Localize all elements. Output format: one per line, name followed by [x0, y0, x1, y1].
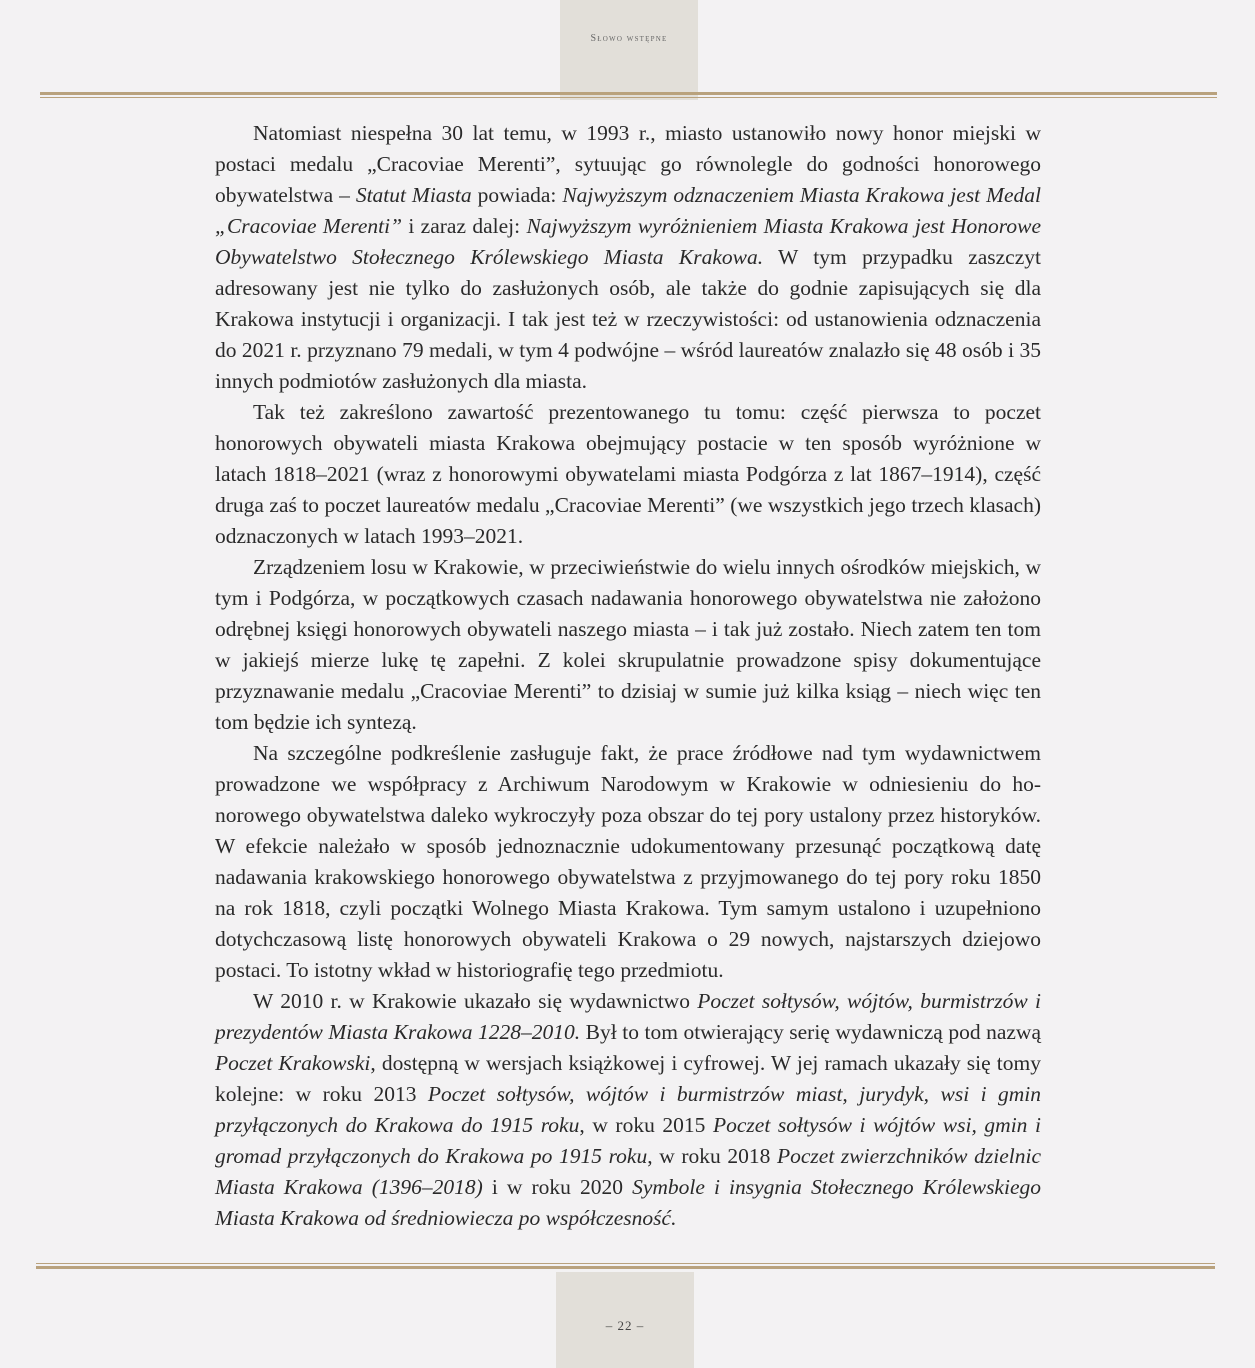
header-band — [560, 0, 698, 100]
text-run: Był to tom otwierający serię wydawniczą pod nazwą — [580, 1020, 1041, 1044]
italic-run: Poczet sołtysów, wójtów i burmistrzów miast, jurydyk, wsi i gmin przyłączonych do Krakowa do 1915 roku — [215, 1082, 1041, 1137]
text-run: , dostępną w wersjach książkowej i cyfrowej. W jej ramach ukazały się tomy kolejne: w roku 2013 — [215, 1051, 1041, 1106]
text-run: Tak też zakreślono zawartość prezentowanego tu tomu: część pierwsza to poczet honorowych obywateli miasta Krakowa obejmujący postacie w ten sposób wyróżnione w latach 1818–2021 (wraz z honorowymi obywatelami miasta Podgórza z lat 1867–1914), część druga zaś to poczet laureatów medalu „Cracoviae Merenti” (we wszystkich jego trzech klasach) odznaczonych w latach 1993–2021. — [215, 400, 1041, 548]
paragraph — [215, 397, 1041, 552]
text-run: , w roku 2015 — [579, 1113, 713, 1137]
italic-run: Poczet zwierzchników dzielnic Miasta Krakowa (1396–2018) — [215, 1144, 1041, 1199]
text-run: Na szczególne podkreślenie zasługuje fakt, że prace źródłowe nad tym wydawnictwem prowadzone we współpracy z Archiwum Narodowym w Krakowie w odniesieniu do honorowego obywatelstwa daleko wykroczyły poza obszar do tej pory ustalony przez historyków. W efekcie należało w sposób jednoznacznie udokumentowany przesunąć początkową datę nadawania krakowskiego honorowego obywatelstwa z przyjmowanego do tej pory roku 1850 na rok 1818, czyli początki Wolnego Miasta Krakowa. Tym samym ustalono i uzupełniono dotychczasową listę honorowych obywateli Krakowa o 29 nowych, najstarszych dziejowo postaci. To istotny wkład w historiografię tego przedmiotu. — [215, 741, 1041, 982]
text-run: W tym przypadku zaszczyt adresowany jest nie tylko do zasłużonych osób, ale także do godnie zapisujących się dla Krakowa instytucji i organizacji. I tak jest też w rzeczywistości: od ustanowienia odznaczenia do 2021 r. przyznano 79 medali, w tym 4 podwójne – wśród laureatów znalazło się 48 osób i 35 innych podmiotów zasłużonych dla miasta. — [215, 245, 1041, 393]
italic-run: Najwyższym wyróżnieniem Miasta Krakowa jest Honorowe Obywatelstwo Stołecznego Królewskiego Miasta Krakowa. — [215, 214, 1042, 269]
text-run: Zrządzeniem losu w Krakowie, w przeciwieństwie do wielu innych ośrodków miejskich, w tym i Podgórza, w początkowych czasach nadawania honorowego obywatelstwa nie założono odrębnej księgi honorowych obywateli naszego miasta – i tak już zostało. Niech zatem ten tom w jakiejś mierze lukę tę zapełni. Z kolei skrupulatnie prowadzone spisy dokumentujące przyznawanie medalu „Cracoviae Merenti” to dzisiaj w sumie już kilka ksiąg – niech więc ten tom będzie ich syntezą. — [215, 555, 1041, 734]
text-run: i zaraz dalej: — [402, 214, 527, 238]
paragraph — [215, 118, 1041, 397]
text-run: powiada: — [471, 183, 563, 207]
header-rule — [40, 92, 1217, 98]
page-number: – 22 – — [605, 1318, 645, 1333]
paragraph — [215, 552, 1041, 738]
italic-run: Symbole i insygnia Stołecznego Królewskiego Miasta Krakowa od średniowiecza po współczesność. — [215, 1175, 1041, 1230]
footer-rule — [36, 1263, 1215, 1269]
text-run: i w roku 2020 — [482, 1175, 633, 1199]
italic-run: Statut Miasta — [355, 183, 472, 207]
body-text — [215, 118, 1041, 1234]
italic-run: Poczet Krakowski — [215, 1051, 371, 1075]
text-run: Natomiast niespełna 30 lat temu, w 1993 r., miasto ustanowiło nowy honor miejski w postaci medalu „Cracoviae Merenti”, sytuując go równolegle do godności honorowego obywatelstwa – — [215, 121, 1041, 207]
running-head: Słowo wstępne — [590, 33, 668, 44]
paragraph — [215, 986, 1041, 1234]
italic-run: Poczet sołtysów, wójtów, burmistrzów i prezydentów Miasta Krakowa 1228–2010. — [215, 989, 1041, 1044]
text-run: , w roku 2018 — [647, 1144, 777, 1168]
italic-run: Najwyższym odznaczeniem Miasta Krakowa jest Medal „Cracoviae Merenti” — [215, 183, 1042, 238]
paragraph — [215, 738, 1041, 986]
text-run: W 2010 r. w Krakowie ukazało się wydawnictwo — [253, 989, 698, 1013]
italic-run: Poczet sołtysów i wójtów wsi, gmin i gromad przyłączonych do Krakowa po 1915 roku — [215, 1113, 1041, 1168]
